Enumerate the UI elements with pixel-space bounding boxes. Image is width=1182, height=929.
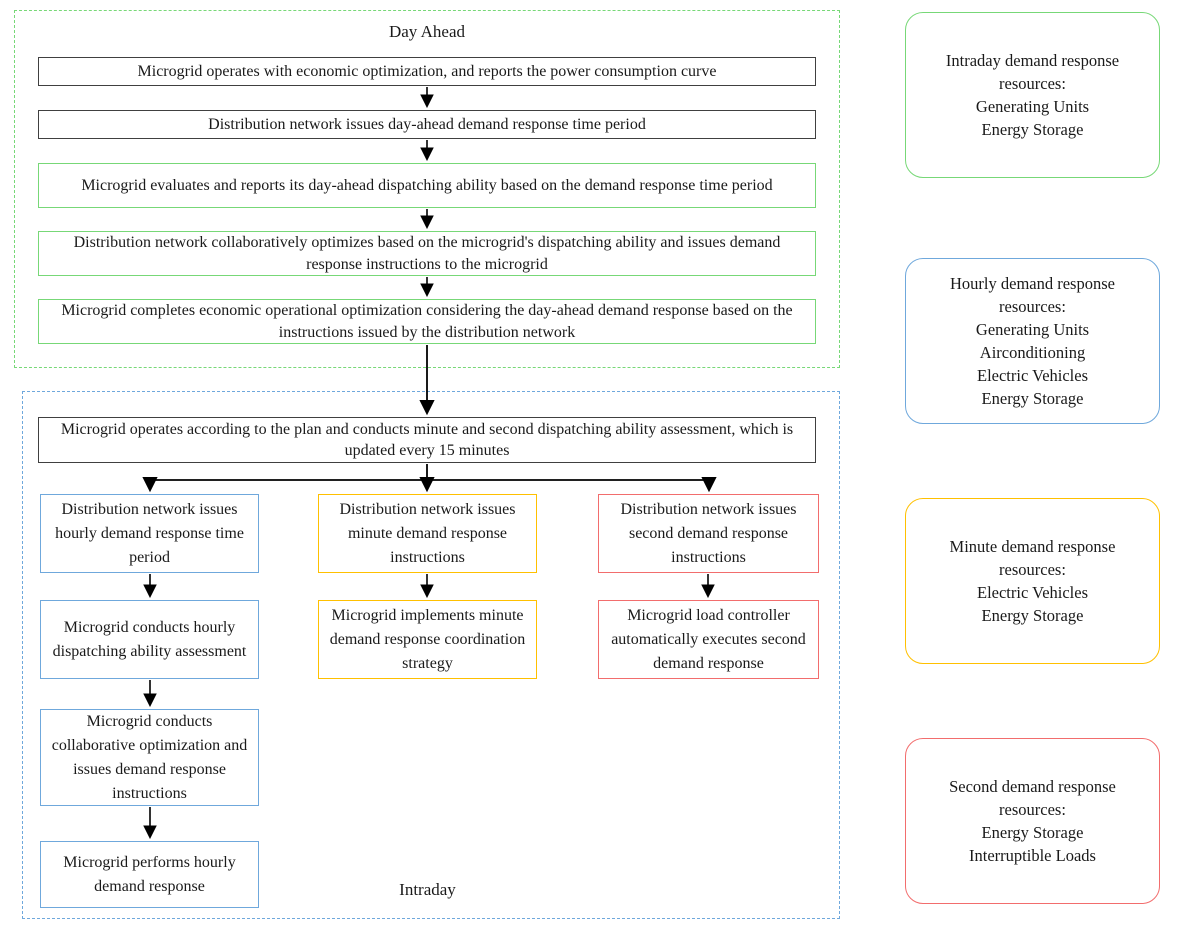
legend-item: Energy Storage xyxy=(981,823,1084,842)
intraday-top-box: Microgrid operates according to the plan and conducts minute and second dispatching ability assessment, which is updated every 15 minutes xyxy=(38,417,816,463)
legend-item: Energy Storage xyxy=(981,606,1084,626)
intraday-title: Intraday xyxy=(399,880,456,899)
minute-step-1: Distribution network issues minute demand response instructions xyxy=(318,494,537,573)
hourly-step-3: Microgrid conducts collaborative optimization and issues demand response instructions xyxy=(40,709,259,806)
legend-item: Electric Vehicles xyxy=(976,366,1089,386)
legend-item: Interruptible Loads xyxy=(969,846,1096,866)
legend-minute-resources xyxy=(905,498,1160,664)
legend-hourly-resources xyxy=(905,258,1160,424)
legend-item: Airconditioning xyxy=(979,343,1086,362)
legend-item: Generating Units xyxy=(975,319,1090,339)
day-ahead-title: Day Ahead xyxy=(388,22,465,41)
legend-title: Hourly demand response resources: xyxy=(950,273,1115,316)
legend-item: Energy Storage xyxy=(981,120,1084,140)
minute-step-2: Microgrid implements minute demand response coordination strategy xyxy=(318,600,537,679)
day-ahead-step-5: Microgrid completes economic operational optimization considering the day-ahead demand response based on the instructions issued by the distribution network xyxy=(38,299,816,344)
day-ahead-step-2: Distribution network issues day-ahead demand response time period xyxy=(38,110,816,139)
day-ahead-step-4: Distribution network collaboratively optimizes based on the microgrid's dispatching ability and issues demand response instructions to the microgrid xyxy=(38,231,816,276)
hourly-step-1: Distribution network issues hourly demand response time period xyxy=(40,494,259,573)
legend-second-resources xyxy=(905,738,1160,904)
second-step-1: Distribution network issues second demand response instructions xyxy=(598,494,819,573)
legend-item: Energy Storage xyxy=(981,389,1084,409)
legend-title: Intraday demand response resources: xyxy=(945,50,1120,93)
hourly-step-2: Microgrid conducts hourly dispatching ability assessment xyxy=(40,600,259,679)
legend-title: Minute demand response resources: xyxy=(949,536,1116,579)
legend-item: Electric Vehicles xyxy=(976,583,1089,602)
legend-item: Generating Units xyxy=(975,97,1090,116)
day-ahead-step-1: Microgrid operates with economic optimization, and reports the power consumption curve xyxy=(38,57,816,86)
hourly-step-4: Microgrid performs hourly demand response xyxy=(40,841,259,908)
legend-intraday-resources xyxy=(905,12,1160,178)
day-ahead-step-3: Microgrid evaluates and reports its day-ahead dispatching ability based on the demand response time period xyxy=(38,163,816,208)
legend-title: Second demand response resources: xyxy=(949,776,1116,819)
second-step-2: Microgrid load controller automatically executes second demand response xyxy=(598,600,819,679)
